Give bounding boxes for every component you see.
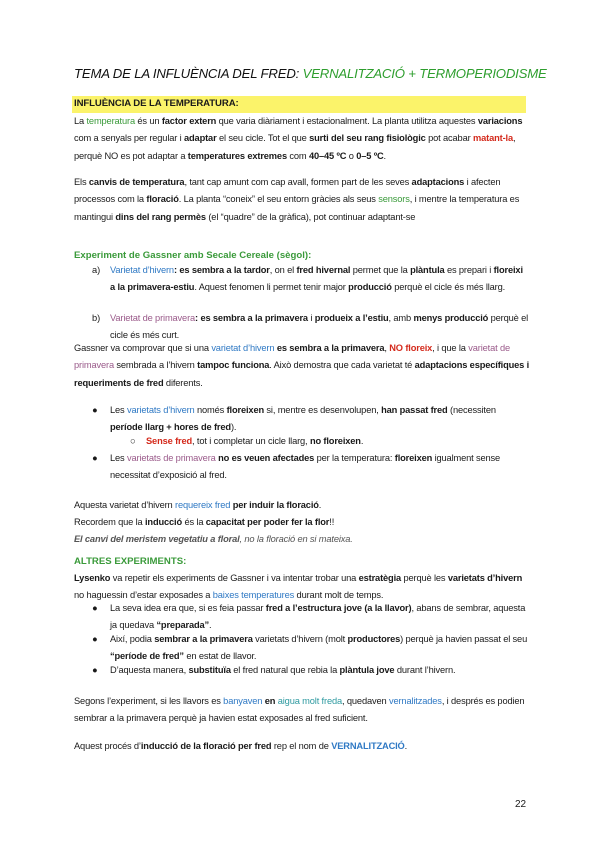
paragraph-meristem-note: El canvi del meristem vegetatiu a floral, no la floració en si mateixa. xyxy=(74,534,353,544)
bullet-dot: ● xyxy=(92,453,98,463)
paragraph-temperature-intro: La temperatura és un factor extern que varia diàriament i estacionalment. La planta utilitza aquestes variacions com a senyals per regular i adaptar el seu cicle. Tot el que surti del seu rang fisiològic pot acabar matant-la, perquè NO es pot adaptar a temperatures extremes com 40–45 ºC o 0–5 ºC. xyxy=(74,116,523,161)
page-title: TEMA DE LA INFLUÈNCIA DEL FRED: VERNALITZACIÓ + TERMOPERIODISME xyxy=(74,66,547,81)
paragraph-temperature-changes: Els canvis de temperatura, tant cap amunt com cap avall, formen part de les seves adaptacions i afecten processos com la floració. La planta “coneix” el seu entorn gràcies als seus sensors, i mentre la temperatura es mantingui dins del rang permès (el “quadre” de la gràfica), pot continuar adaptant-se xyxy=(74,177,520,222)
heading-gassner-experiment: Experiment de Gassner amb Secale Cereale (sègol): xyxy=(74,250,312,261)
paragraph-experiment-result: Segons l’experiment, si les llavors es banyaven en aigua molt freda, quedaven vernalitzades, i després es podien sembrar a la primavera perquè ja havien estat exposades al fred suficient. xyxy=(74,696,525,724)
bullet-substitute-cold: D’aquesta manera, substituïa el fred natural que rebia la plàntula jove durant l’hivern. xyxy=(110,665,456,675)
paragraph-induction-definition: Recordem que la inducció és la capacitat per poder fer la flor!! xyxy=(74,517,335,527)
list-marker-a: a) xyxy=(92,265,101,275)
bullet-dot: ● xyxy=(92,603,98,613)
bullet-spring-varieties: Les varietats de primavera no es veuen afectades per la temperatura: floreixen igualment sense necessitat d’exposició al fred. xyxy=(110,453,501,481)
bullet-dot: ● xyxy=(92,405,98,415)
paragraph-requires-cold: Aquesta varietat d’hivern requereix fred per induir la floració. xyxy=(74,500,322,510)
section-heading-temperature: INFLUÈNCIA DE LA TEMPERATURA: xyxy=(72,96,526,113)
paragraph-vernalization-definition: Aquest procés d’inducció de la floració per fred rep el nom de VERNALITZACIÓ. xyxy=(74,741,408,751)
sub-bullet-circle: ○ xyxy=(130,436,136,446)
heading-other-experiments: ALTRES EXPERIMENTS: xyxy=(74,556,187,567)
paragraph-lysenko: Lysenko va repetir els experiments de Gassner i va intentar trobar una estratègia perquè les varietats d’hivern no haguessin d’estar exposades a baixes temperatures durant molt de temps. xyxy=(74,573,523,601)
bullet-winter-varieties: Les varietats d’hivern només floreixen si, mentre es desenvolupen, han passat fred (necessiten període llarg + hores de fred). xyxy=(110,405,496,433)
list-marker-b: b) xyxy=(92,313,101,323)
bullet-dot: ● xyxy=(92,634,98,644)
list-item-winter-variety: Varietat d’hivern: es sembra a la tardor, on el fred hivernal permet que la plàntula es prepari i floreixi a la primavera-estiu. Aquest fenomen li permet tenir major producció perquè el cicle és més llarg. xyxy=(110,265,523,293)
bullet-dot: ● xyxy=(92,665,98,675)
list-item-spring-variety: Varietat de primavera: es sembra a la primavera i produeix a l’estiu, amb menys producció perquè el cicle és més curt. xyxy=(110,313,529,341)
sub-bullet-without-cold: Sense fred, tot i completar un cicle llarg, no floreixen. xyxy=(146,436,364,446)
bullet-sow-in-spring: Així, podia sembrar a la primavera varietats d’hivern (molt productores) perquè ja havien passat el seu “període de fred” en estat de llavor. xyxy=(110,634,528,662)
bullet-lysenko-idea: La seva idea era que, si es feia passar fred a l’estructura jove (a la llavor), abans de sembrar, aquesta ja quedava “preparada”. xyxy=(110,603,526,631)
paragraph-gassner-proof: Gassner va comprovar que si una varietat d’hivern es sembra a la primavera, NO floreix, i que la varietat de primavera sembrada a l’hivern tampoc funciona. Això demostra que cada varietat té adaptacions específiques i requeriments de fred diferents. xyxy=(74,343,530,388)
page-number: 22 xyxy=(515,799,527,810)
